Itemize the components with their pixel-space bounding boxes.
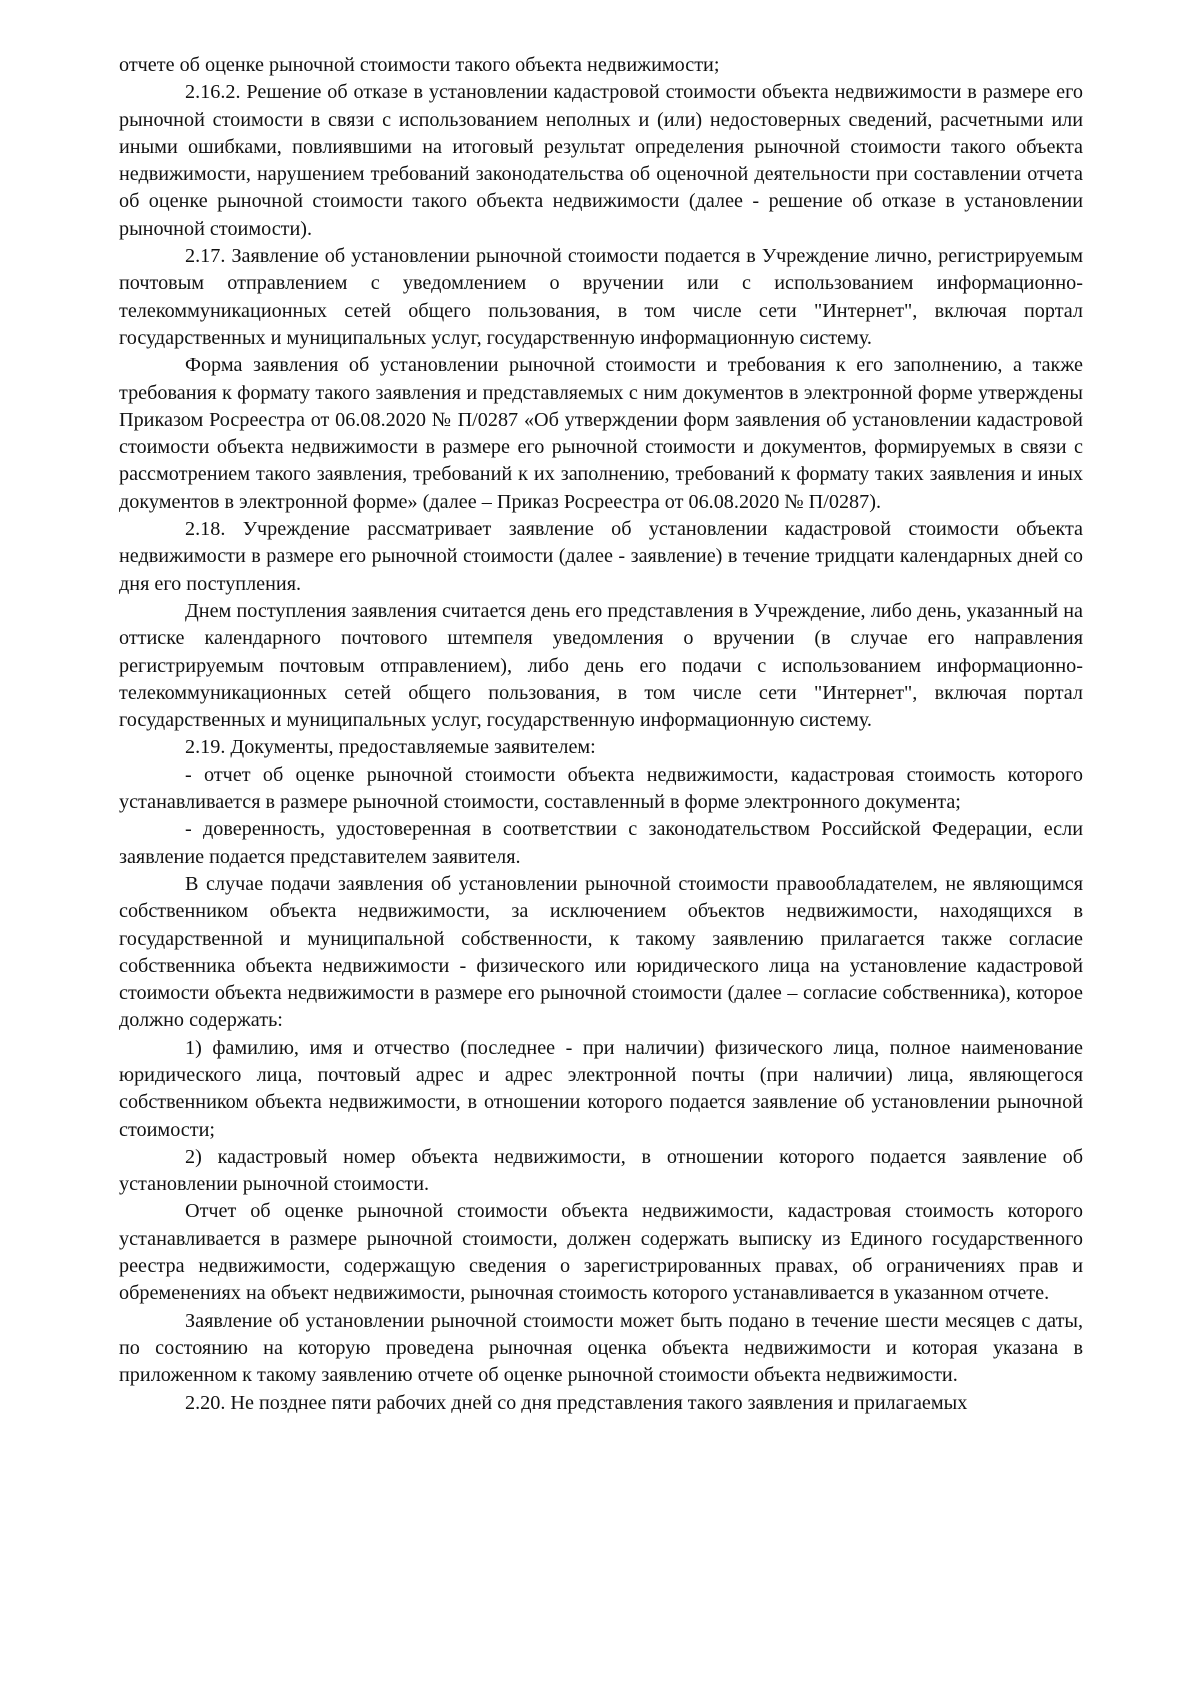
paragraph: 2.19. Документы, предоставляемые заявителем: xyxy=(185,736,596,759)
paragraph: - доверенность, удостоверенная в соответствии с законодательством Российской Федерации, если заявление подается представителем заявителя. xyxy=(119,818,1083,868)
paragraph: 1) фамилию, имя и отчество (последнее - при наличии) физического лица, полное наименование юридического лица, почтовый адрес и адрес электронной почты (при наличии) лица, являющегося собственником объекта недвижимости, в отношении которого подается заявление об установлении рыночной стоимости; xyxy=(119,1036,1083,1141)
paragraph: 2) кадастровый номер объекта недвижимости, в отношении которого подается заявление об установлении рыночной стоимости. xyxy=(119,1145,1083,1196)
paragraph: Днем поступления заявления считается день его представления в Учреждение, либо день, указанный на оттиске календарного почтового штемпеля уведомления о вручении (в случае его направления регистрируемым почтовым отправлением), либо день его подачи с использованием информационно-телекоммуникационных сетей общего пользования, в том числе сети "Интернет", включая портал государственных и муниципальных услуг, государственную информационную систему. xyxy=(119,599,1083,732)
paragraph: В случае подачи заявления об установлении рыночной стоимости правообладателем, не являющимся собственником объекта недвижимости, за исключением объектов недвижимости, находящихся в государственной и муниципальной собственности, к такому заявлению прилагается также согласие собственника объекта недвижимости - физического или юридического лица на установление кадастровой стоимости объекта недвижимости в размере его рыночной стоимости (далее – согласие собственника), которое должно содержать: xyxy=(119,872,1083,1032)
paragraph: 2.18. Учреждение рассматривает заявление об установлении кадастровой стоимости объекта недвижимости в размере его рыночной стоимости (далее - заявление) в течение тридцати календарных дней со дня его поступления. xyxy=(119,518,1083,595)
paragraph: Отчет об оценке рыночной стоимости объекта недвижимости, кадастровая стоимость которого устанавливается в размере рыночной стоимости, должен содержать выписку из Единого государственного реестра недвижимости, содержащую сведения о зарегистрированных правах, об ограничениях прав и обременениях на объект недвижимости, рыночная стоимость которого устанавливается в указанном отчете. xyxy=(119,1200,1083,1305)
paragraph: 2.17. Заявление об установлении рыночной стоимости подается в Учреждение лично, регистрируемым почтовым отправлением с уведомлением о вручении или с использованием информационно-телекоммуникационных сетей общего пользования, в том числе сети "Интернет", включая портал государственных и муниципальных услуг, государственную информационную систему. xyxy=(119,245,1083,349)
paragraph: Заявление об установлении рыночной стоимости может быть подано в течение шести месяцев с даты, по состоянию на которую проведена рыночная оценка объекта недвижимости и которая указана в приложенном к такому заявлению отчете об оценке рыночной стоимости объекта недвижимости. xyxy=(119,1309,1083,1387)
paragraph: 2.20. Не позднее пяти рабочих дней со дня представления такого заявления и прилагаемых xyxy=(185,1391,968,1414)
document-page xyxy=(119,52,1083,1417)
paragraph: 2.16.2. Решение об отказе в установлении кадастровой стоимости объекта недвижимости в размере его рыночной стоимости в связи с использованием неполных и (или) недостоверных сведений, расчетными или иными ошибками, повлиявшими на итоговый результат определения рыночной стоимости такого объекта недвижимости, нарушением требований законодательства об оценочной деятельности при составлении отчета об оценке рыночной стоимости такого объекта недвижимости (далее - решение об отказе в установлении рыночной стоимости). xyxy=(119,81,1083,240)
paragraph: - отчет об оценке рыночной стоимости объекта недвижимости, кадастровая стоимость которого устанавливается в размере рыночной стоимости, составленный в форме электронного документа; xyxy=(119,763,1083,814)
paragraph: Форма заявления об установлении рыночной стоимости и требования к его заполнению, а также требования к формату такого заявления и представляемых с ним документов в электронной форме утверждены Приказом Росреестра от 06.08.2020 № П/0287 «Об утверждении форм заявления об установлении кадастровой стоимости объекта недвижимости в размере его рыночной стоимости и документов, формируемых в связи с рассмотрением такого заявления, требований к их заполнению, требований к формату таких заявления и иных документов в электронной форме» (далее – Приказ Росреестра от 06.08.2020 № П/0287). xyxy=(119,354,1083,513)
paragraph: отчете об оценке рыночной стоимости такого объекта недвижимости; xyxy=(119,54,720,76)
